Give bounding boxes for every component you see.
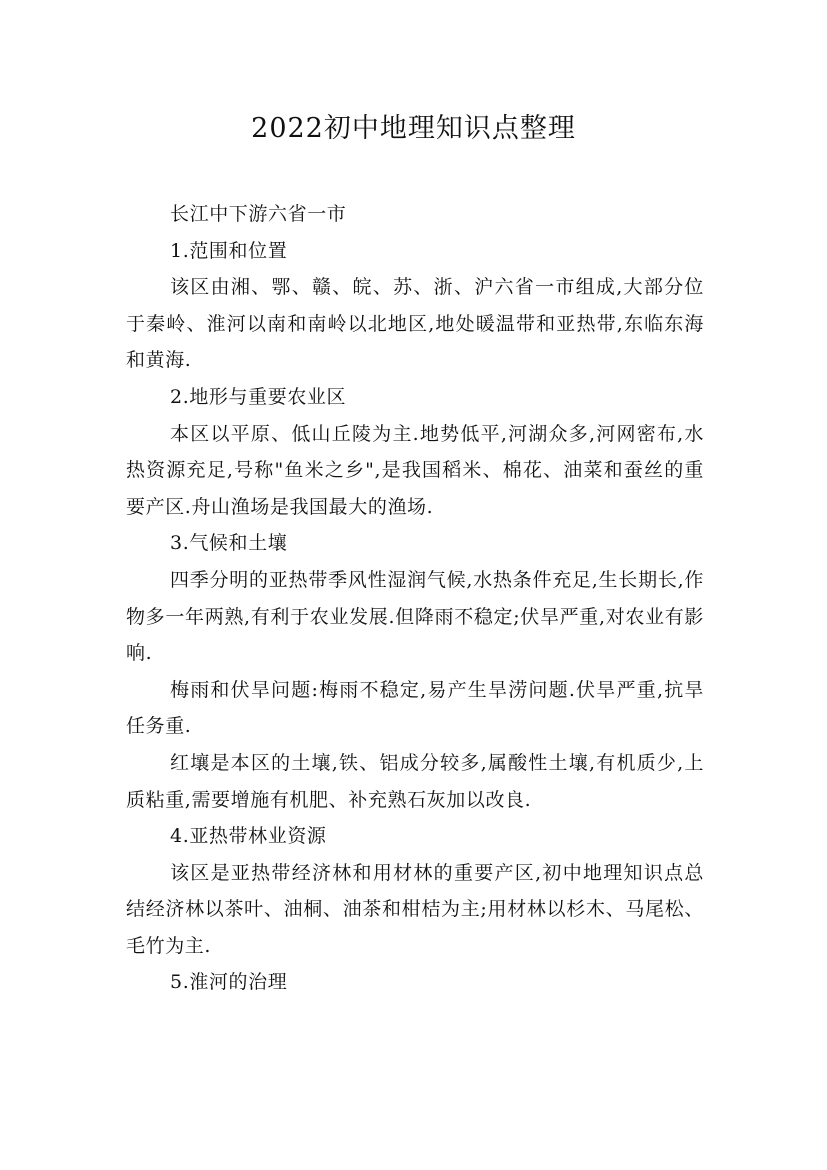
- section-heading-scope: 1.范围和位置: [170, 239, 288, 262]
- section-heading-region: 长江中下游六省一市: [170, 203, 347, 225]
- section-heading-forestry: 4.亚热带林业资源: [170, 825, 327, 848]
- paragraph-climate: 四季分明的亚热带季风性湿润气候,水热条件充足,生长期长,作物多一年两熟,有利于农业发展.但降雨不稳定;伏旱严重,对农业有影响.: [126, 568, 704, 665]
- document-body: [126, 196, 704, 1001]
- document-title: 2022初中地理知识点整理: [251, 113, 576, 144]
- paragraph-soil: 红壤是本区的土壤,铁、铝成分较多,属酸性土壤,有机质少,上质粘重,需要增施有机肥、补充熟石灰加以改良.: [126, 751, 704, 811]
- paragraph-forestry: 该区是亚热带经济林和用材林的重要产区,初中地理知识点总结经济林以茶叶、油桐、油茶和柑桔为主;用材林以杉木、马尾松、毛竹为主.: [126, 861, 704, 957]
- section-heading-climate: 3.气候和土壤: [170, 532, 288, 555]
- paragraph-terrain: 本区以平原、低山丘陵为主.地势低平,河湖众多,河网密布,水热资源充足,号称"鱼米之乡",是我国稻米、棉花、油菜和蚕丝的重要产区.舟山渔场是我国最大的渔场.: [126, 422, 704, 518]
- section-heading-terrain: 2.地形与重要农业区: [170, 385, 347, 408]
- paragraph-scope: 该区由湘、鄂、赣、皖、苏、浙、沪六省一市组成,大部分位于秦岭、淮河以南和南岭以北地区,地处暖温带和亚热带,东临东海和黄海.: [126, 276, 704, 372]
- section-heading-huaihe: 5.淮河的治理: [170, 971, 288, 994]
- paragraph-meiyu: 梅雨和伏旱问题:梅雨不稳定,易产生旱涝问题.伏旱严重,抗旱任务重.: [126, 678, 704, 738]
